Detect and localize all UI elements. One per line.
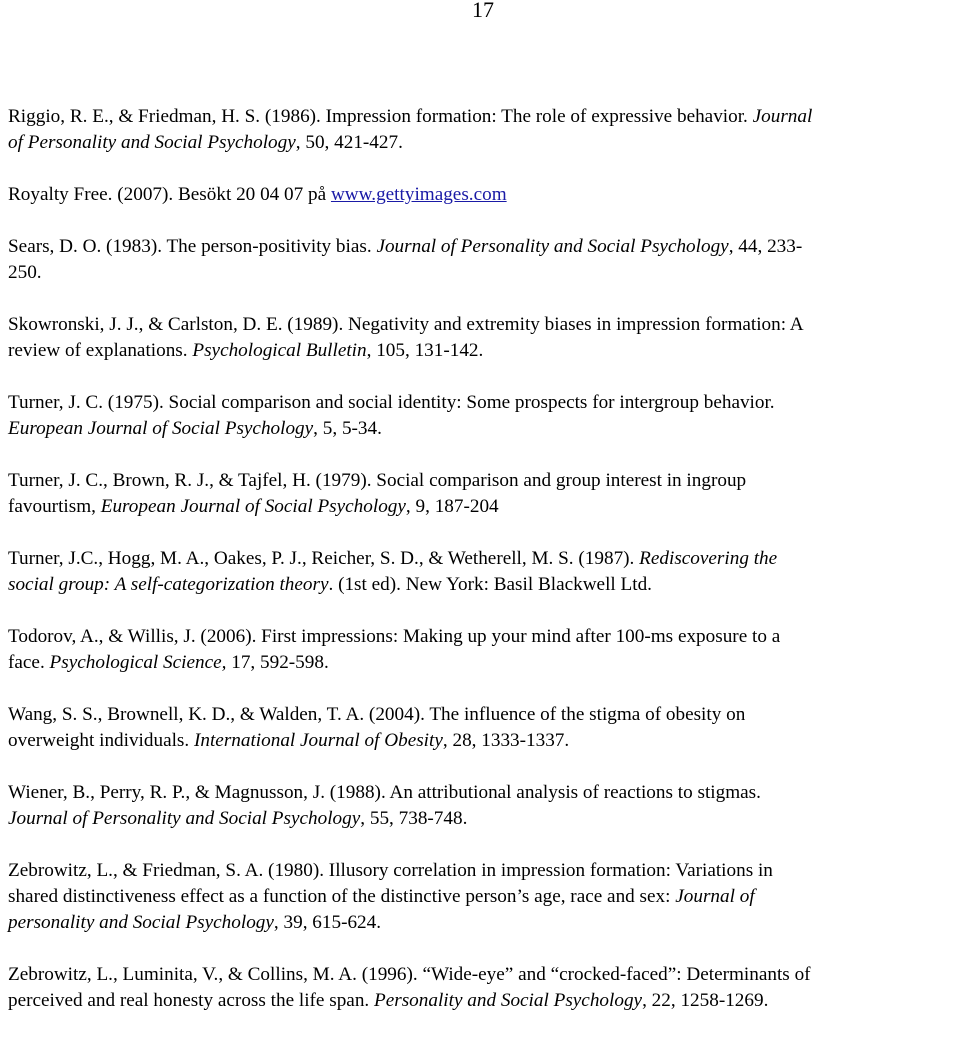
reference-entry [8,234,958,286]
reference-italic-text: Journal of Personality and Social Psychology [8,808,361,829]
reference-text: favourtism, [8,496,101,517]
reference-text: Wang, S. S., Brownell, K. D., & Walden, T. A. (2004). The influence of the stigma of obesity on [8,704,746,725]
reference-line [8,104,958,130]
reference-italic-text: Psychological Science, [49,652,227,673]
reference-line [8,988,958,1014]
reference-text: face. [8,652,50,673]
reference-line [8,338,958,364]
reference-line [8,572,958,598]
reference-text: Wiener, B., Perry, R. P., & Magnusson, J. (1988). An attributional analysis of reactions to stigmas. [8,782,761,803]
reference-entry [8,468,958,520]
reference-line [8,702,958,728]
reference-line [8,494,958,520]
reference-line [8,312,958,338]
reference-text: , 50, 421-427. [295,132,403,153]
reference-line [8,650,958,676]
reference-entry [8,702,958,754]
reference-text: , 44, 233- [728,236,803,257]
reference-text: , 28, 1333-1337. [442,730,570,751]
reference-italic-text: Rediscovering the [639,548,778,569]
reference-italic-text: Journal of Personality and Social Psychology [376,236,729,257]
reference-list [8,104,958,1040]
reference-text: Turner, J.C., Hogg, M. A., Oakes, P. J., Reicher, S. D., & Wetherell, M. S. (1987). [8,548,640,569]
reference-link[interactable]: www.gettyimages.com [330,184,507,205]
reference-italic-text: European Journal of Social Psychology [8,418,314,439]
reference-text: Todorov, A., & Willis, J. (2006). First impressions: Making up your mind after 100-ms exposure to a [8,626,781,647]
reference-line [8,234,958,260]
reference-italic-text: European Journal of Social Psychology [100,496,406,517]
reference-text: Riggio, R. E., & Friedman, H. S. (1986). Impression formation: The role of expressive behavior. [8,106,753,127]
reference-entry [8,390,958,442]
reference-entry [8,182,958,208]
reference-italic-text: Journal of [675,886,755,907]
reference-line [8,416,958,442]
reference-line [8,780,958,806]
reference-text: , 55, 738-748. [360,808,468,829]
reference-text: Zebrowitz, L., Luminita, V., & Collins, M. A. (1996). “Wide-eye” and “crocked-faced”: Determinants of [8,964,811,985]
reference-text: Royalty Free. (2007). Besökt 20 04 07 på [8,184,331,205]
reference-italic-text: Journal [752,106,813,127]
reference-text: 17, 592-598. [226,652,329,673]
reference-line [8,182,958,208]
reference-text: . (1st ed). New York: Basil Blackwell Ltd. [328,574,652,595]
reference-text: Turner, J. C., Brown, R. J., & Tajfel, H. (1979). Social comparison and group interest in ingroup [8,470,747,491]
reference-line [8,962,958,988]
reference-entry [8,780,958,832]
reference-entry [8,312,958,364]
page-number: 17 [472,0,494,22]
reference-text: , 5, 5-34. [313,418,382,439]
reference-text: review of explanations. [8,340,193,361]
reference-line [8,910,958,936]
reference-text: , 9, 187-204 [405,496,499,517]
reference-text: perceived and real honesty across the life span. [8,990,375,1011]
reference-text: Zebrowitz, L., & Friedman, S. A. (1980). Illusory correlation in impression formation: Variations in [8,860,773,881]
reference-text: Sears, D. O. (1983). The person-positivity bias. [8,236,377,257]
reference-italic-text: social group: A self-categorization theory [8,574,329,595]
reference-italic-text: Personality and Social Psychology [374,990,643,1011]
reference-line [8,468,958,494]
reference-text: overweight individuals. [8,730,194,751]
reference-text: , 22, 1258-1269. [642,990,769,1011]
reference-text: Skowronski, J. J., & Carlston, D. E. (1989). Negativity and extremity biases in impression formation: A [8,314,804,335]
reference-line [8,728,958,754]
reference-italic-text: personality and Social Psychology [8,912,274,933]
reference-entry [8,624,958,676]
reference-line [8,884,958,910]
reference-entry [8,104,958,156]
reference-italic-text: Psychological Bulletin [192,340,367,361]
reference-line [8,858,958,884]
reference-italic-text: International Journal of Obesity [193,730,443,751]
reference-line [8,546,958,572]
reference-line [8,806,958,832]
reference-entry [8,858,958,936]
reference-line [8,390,958,416]
reference-line [8,624,958,650]
reference-text: shared distinctiveness effect as a function of the distinctive person’s age, race and sex: [8,886,676,907]
reference-text: 250. [8,262,42,283]
reference-line [8,130,958,156]
reference-italic-text: of Personality and Social Psychology [8,132,296,153]
reference-entry [8,962,958,1014]
reference-line [8,260,958,286]
reference-text: , 39, 615-624. [273,912,382,933]
reference-entry [8,546,958,598]
reference-text: , 105, 131-142. [366,340,484,361]
reference-text: Turner, J. C. (1975). Social comparison and social identity: Some prospects for intergroup behavior. [8,392,775,413]
